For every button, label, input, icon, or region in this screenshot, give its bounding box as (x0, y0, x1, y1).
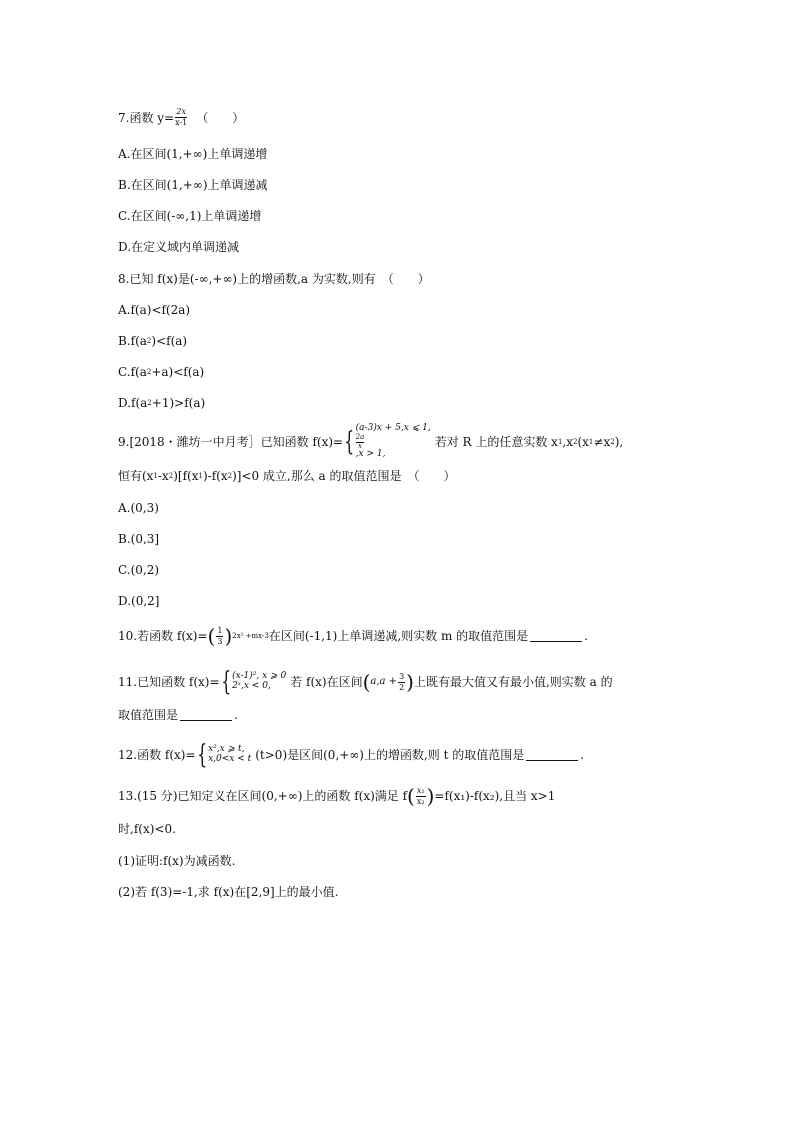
q9-l2-a: 恒有(x (118, 469, 154, 483)
q11-paren-close: ) (406, 670, 414, 694)
q13-frac-den: x₂ (416, 796, 425, 806)
q11-case-1: (x-1)², x ⩾ 0 (232, 671, 287, 682)
q12-suffix: (t>0)是区间(0,+∞)上的增函数,则 t 的取值范围是 (255, 748, 525, 762)
question-9-line-2 (118, 470, 456, 482)
q9-sub: 2 (610, 437, 615, 446)
q8-option-b (118, 335, 187, 347)
question-13 (118, 786, 555, 806)
q9-case2-tail: ,x > 1, (355, 449, 386, 460)
q11-prefix: 11.已知函数 f(x)= (118, 675, 220, 689)
q12-brace: { (196, 740, 207, 770)
q11-interval-fraction (398, 673, 405, 692)
q7-option-a: A.在区间(1,+∞)上单调递增 (118, 147, 268, 161)
q8-b-sup: 2 (146, 336, 152, 345)
question-7-stem (118, 108, 244, 127)
q9-close: ), (614, 435, 624, 450)
q8-option-a (118, 304, 190, 316)
q13-prefix: 13.(15 分)已知定义在区间(0,+∞)上的函数 f(x)满足 f (118, 789, 408, 803)
q13-suffix: =f(x₁)-f(x₂),且当 x>1 (434, 789, 556, 803)
q12-cases (208, 745, 251, 765)
q9-option-a: A.(0,3) (118, 501, 159, 515)
q9-sub: 2 (227, 471, 233, 480)
q13-frac-num: x₁ (416, 785, 425, 795)
question-8-stem: 8.已知 f(x)是(-∞,+∞)上的增函数,a 为实数,则有 （ ） (118, 272, 430, 286)
q10-paren-open: ( (207, 624, 216, 648)
q9-mid: 若对 R 上的任意实数 x (434, 435, 558, 450)
q9-sub: 1 (557, 437, 563, 446)
q9-sub: 2 (168, 471, 174, 480)
q9-brace: { (344, 427, 355, 458)
question-11-line-2 (118, 709, 238, 721)
q11-int-den: 2 (399, 682, 405, 692)
q8-c-pre: C.f(a (118, 365, 147, 379)
q9-mid3: (x (577, 435, 589, 450)
q10-end: . (584, 629, 588, 643)
question-11 (118, 669, 613, 695)
question-9-stem (118, 424, 623, 460)
question-12 (118, 742, 584, 768)
q12-answer-blank[interactable] (526, 750, 578, 761)
q9-sub: 2 (573, 437, 578, 446)
q12-case-1: x²,x ⩾ t, (208, 744, 245, 755)
q9-l2-d: )-f(x (202, 469, 228, 483)
q13-fraction (416, 787, 426, 806)
q10-paren-close: ) (224, 624, 233, 648)
q11-int-num: 3 (399, 671, 405, 681)
q7-option-c: C.在区间(-∞,1)上单调递增 (118, 209, 262, 223)
q9-prefix: 9.[2018・潍坊一中月考］已知函数 f(x)= (118, 435, 344, 450)
q9-mid2: ,x (562, 435, 573, 450)
q9-sub: 1 (588, 437, 594, 446)
q7-answer-paren: （ ） (196, 110, 245, 125)
q9-l2-c: )[f(x (173, 469, 199, 483)
q8-option-c (118, 366, 204, 378)
q9-cases (356, 424, 431, 460)
q7-prefix: 7.函数 y= (118, 110, 175, 125)
q9-option-d: D.(0,2] (118, 594, 160, 608)
q11-mid: 若 f(x)在区间 (290, 675, 363, 689)
q10-prefix: 10.若函数 f(x)= (118, 629, 208, 643)
q8-d-post: +1)>f(a) (151, 396, 206, 410)
q13-part-2: (2)若 f(3)=-1,求 f(x)在[2,9]上的最小值. (118, 885, 339, 899)
q8-c-post: +a)<f(a) (151, 365, 205, 379)
q13-part-1: (1)证明:f(x)为减函数. (118, 854, 236, 868)
q11-suffix: 上既有最大值又有最小值,则实数 a 的 (413, 675, 613, 689)
q10-base-fraction (216, 627, 223, 646)
q8-b-pre: B.f(a (118, 334, 147, 348)
q9-sub: 1 (198, 471, 203, 480)
q9-sub: 1 (153, 471, 158, 480)
q10-exponent: 2x² +mx-3 (232, 631, 269, 640)
q7-frac-den: x-1 (175, 118, 188, 127)
q12-prefix: 12.函数 f(x)= (118, 748, 196, 762)
q9-case2-num: 2a (355, 432, 365, 441)
q11-line2: 取值范围是 (118, 708, 179, 722)
q13-paren-close: ) (426, 784, 435, 808)
q11-interval: a,a + (370, 676, 398, 687)
q11-case-2: 2ˣ,x < 0, (232, 681, 271, 691)
q9-case-2 (356, 434, 431, 460)
q13-paren-open: ( (407, 784, 415, 808)
q8-option-d (118, 397, 205, 409)
q11-cases (232, 672, 286, 692)
q11-paren-open: ( (362, 670, 371, 694)
q8-d-pre: D.f(a (118, 396, 148, 410)
q7-option-b: B.在区间(1,+∞)上单调递减 (118, 178, 268, 192)
q9-case2-den: x (358, 441, 362, 450)
q12-case-2: x,0<x < t (208, 754, 252, 764)
q9-l2-b: -x (157, 469, 169, 483)
q11-brace: { (220, 667, 231, 697)
q8-b-post: )<f(a) (151, 334, 188, 348)
question-13-line-2: 时,f(x)<0. (118, 822, 176, 836)
q8-d-sup: 2 (147, 398, 152, 407)
q9-option-c: C.(0,2) (118, 563, 160, 577)
q7-frac-num: 2x (176, 107, 186, 116)
q12-end: . (580, 748, 585, 762)
q7-option-d: D.在定义域内单调递减 (118, 240, 240, 254)
q10-base-den: 3 (217, 636, 223, 646)
q9-l2-e: )]<0 成立,那么 a 的取值范围是 （ ） (232, 469, 456, 483)
q10-suffix: 在区间(-1,1)上单调递减,则实数 m 的取值范围是 (268, 629, 529, 643)
q10-answer-blank[interactable] (530, 631, 582, 642)
q8-c-sup: 2 (146, 367, 152, 376)
q10-base-num: 1 (217, 625, 223, 635)
q9-neq: ≠x (593, 435, 611, 450)
q9-case-1: (a-3)x + 5,x ⩽ 1, (355, 423, 431, 433)
question-10 (118, 626, 588, 646)
q9-option-b: B.(0,3] (118, 532, 160, 546)
q11-end: . (234, 708, 238, 722)
q8-a-text: A.f(a)<f(2a) (118, 303, 191, 317)
q7-fraction (175, 108, 187, 127)
q11-answer-blank[interactable] (180, 710, 232, 721)
